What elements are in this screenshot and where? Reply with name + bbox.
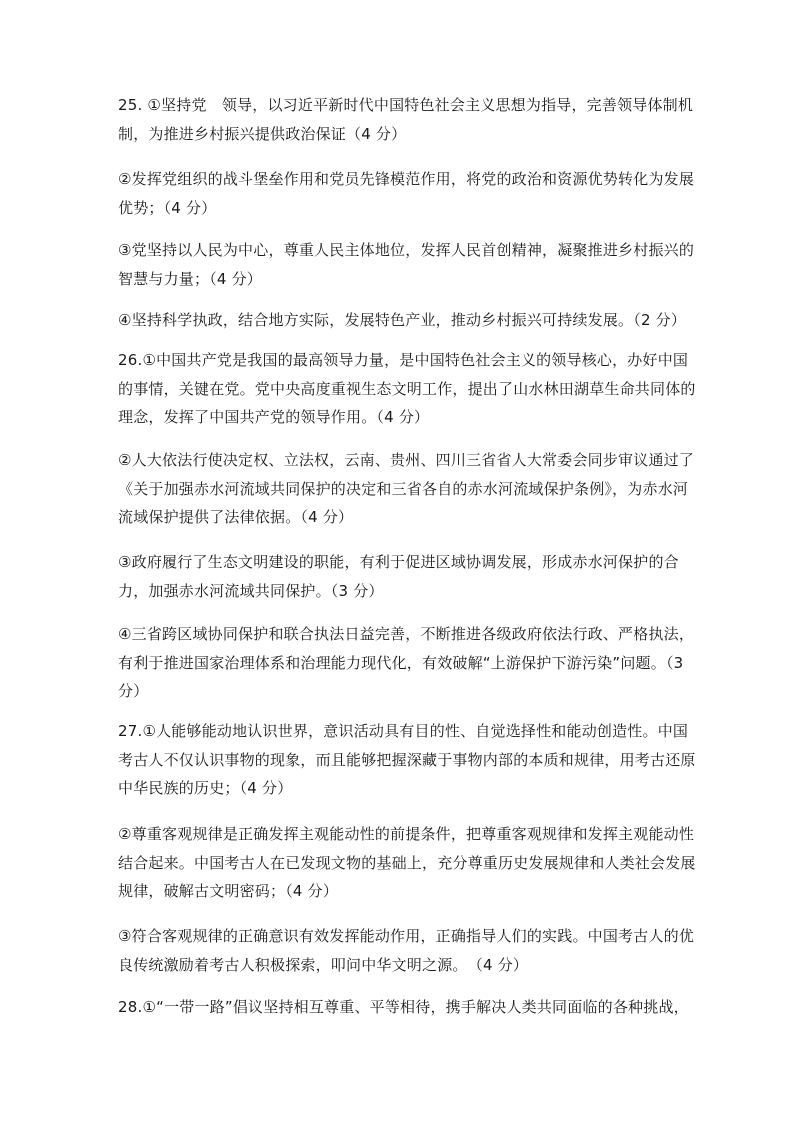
answer-28-point-1: 28.①“一带一路”倡议坚持相互尊重、平等相待，携手解决人类共同面临的各种挑战， [118,998,689,1016]
answer-25-point-3: ③党坚持以人民为中心，尊重人民主体地位，发挥人民首创精神，凝聚推进乡村振兴的智慧与力量；（4 分） [118,241,695,288]
answer-27-point-1: 27.①人能够能动地认识世界，意识活动具有目的性、自觉选择性和能动创造性。中国考古人不仅认识事物的现象，而且能够把握深藏于事物内部的本质和规律，用考古还原中华民族的历史；（4 分） [118,722,696,797]
answer-26-point-4: ④三省跨区域协同保护和联合执法日益完善，不断推进各级政府依法行政、严格执法，有利于推进国家治理体系和治理能力现代化，有效破解“上游保护下游污染”问题。（3分） [118,625,695,700]
answer-27-point-3: ③符合客观规律的正确意识有效发挥能动作用，正确指导人们的实践。中国考古人的优良传统激励着考古人积极探索，叩问中华文明之源。 （4 分） [118,927,695,974]
answer-27-point-2: ②尊重客观规律是正确发挥主观能动性的前提条件，把尊重客观规律和发挥主观能动性结合起来。中国考古人在已发现文物的基础上，充分尊重历史发展规律和人类社会发展规律，破解古文明密码；（4 分） [118,825,696,900]
answer-25-point-2: ②发挥党组织的战斗堡垒作用和党员先锋模范作用，将党的政治和资源优势转化为发展优势；（4 分） [118,170,695,217]
answer-26-point-2: ②人大依法行使决定权、立法权，云南、贵州、四川三省省人大常委会同步审议通过了《关于加强赤水河流域共同保护的决定和三省各自的赤水河流域保护条例》，为赤水河流域保护提供了法律依据。（4 分） [118,451,695,526]
answer-25-point-4: ④坚持科学执政，结合地方实际，发展特色产业，推动乡村振兴可持续发展。（2 分） [118,311,687,329]
answer-26-point-3: ③政府履行了生态文明建设的职能，有利于促进区域协调发展，形成赤水河保护的合力，加强赤水河流域共同保护。（3 分） [118,553,679,600]
answer-26-point-1: 26.①中国共产党是我国的最高领导力量，是中国特色社会主义的领导核心，办好中国的事情，关键在党。党中央高度重视生态文明工作，提出了山水林田湖草生命共同体的理念，发挥了中国共产党的领导作用。（4 分） [118,351,696,426]
answer-25-point-1: 25. ①坚持党 领导，以习近平新时代中国特色社会主义思想为指导，完善领导体制机制，为推进乡村振兴提供政治保证（4 分） [118,96,694,143]
